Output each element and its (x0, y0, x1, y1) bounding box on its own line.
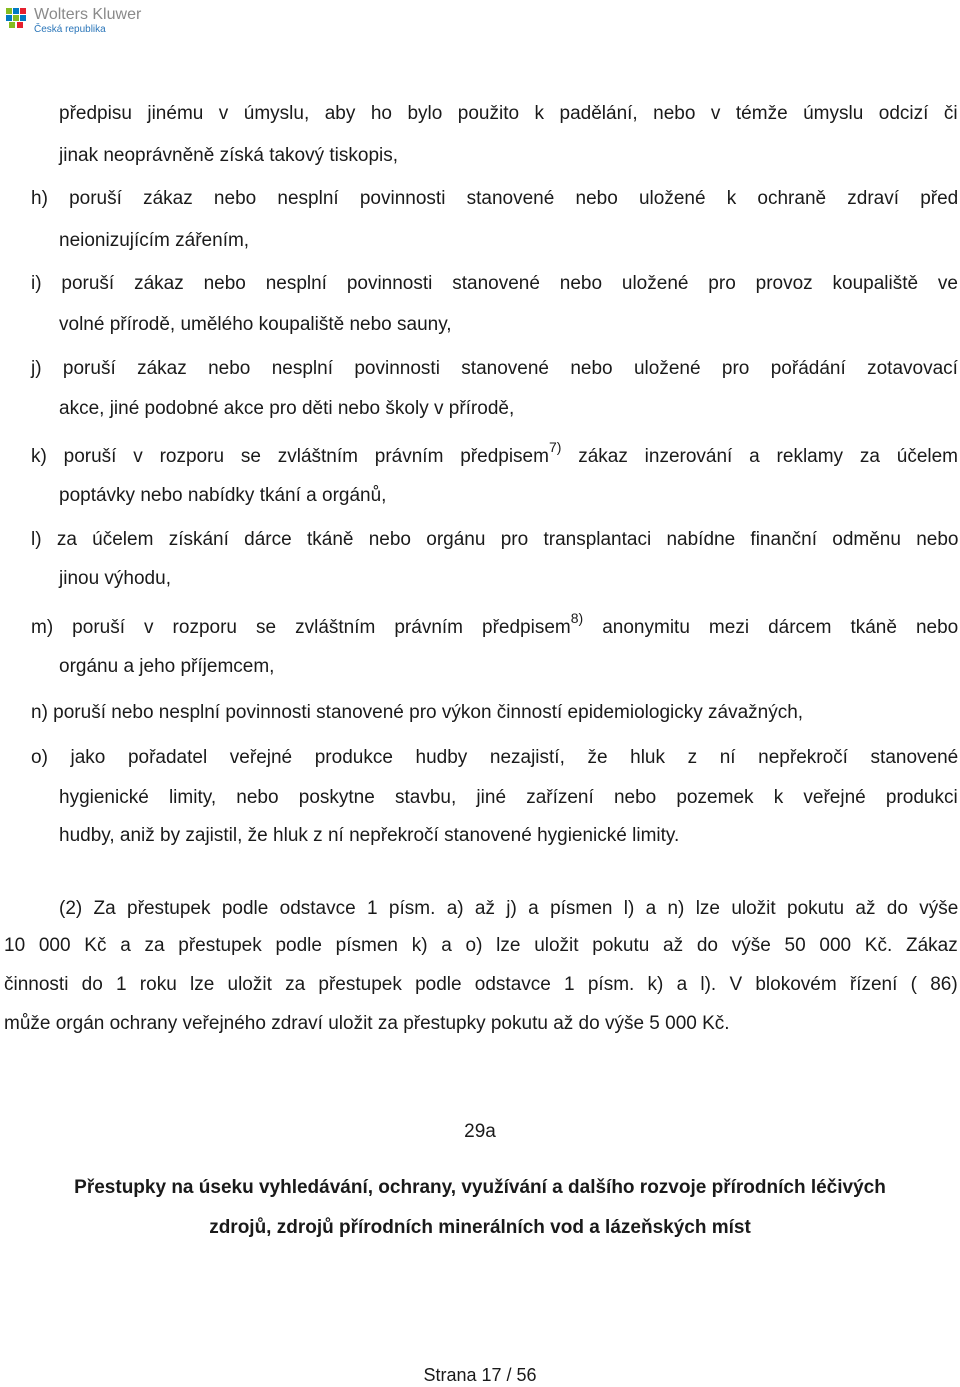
list-item-k (31, 439, 959, 469)
list-item-l: l) za účelem získání dárce tkáně nebo orgánu pro transplantaci nabídne finanční odměnu nebo (31, 529, 959, 550)
text-line: jinou výhodu, (59, 568, 171, 589)
paragraph-2-line: 10 000 Kč a za přestupek podle písmen k) a o) lze uložit pokutu až do výše 50 000 Kč. Zákaz (4, 935, 958, 956)
text-line: hygienické limity, nebo poskytne stavbu, jiné zařízení nebo pozemek k veřejné produkci (59, 787, 958, 808)
paragraph-2-line: může orgán ochrany veřejného zdraví uložit za přestupky pokutu až do výše 5 000 Kč. (4, 1013, 730, 1034)
logo-subbrand: Česká republika (34, 24, 106, 35)
list-item-o: o) jako pořadatel veřejné produkce hudby nezajistí, že hluk z ní nepřekročí stanovené (31, 747, 959, 768)
list-item-j: j) poruší zákaz nebo nesplní povinnosti stanovené nebo uložené pro pořádání zotavovací (31, 358, 958, 379)
list-item-i: i) poruší zákaz nebo nesplní povinnosti stanovené nebo uložené pro provoz koupaliště ve (31, 273, 958, 294)
text-line: volné přírodě, umělého koupaliště nebo sauny, (59, 314, 452, 335)
wolters-kluwer-logo (4, 4, 154, 34)
text-span: m) poruší v rozporu se zvláštním právním předpisem (31, 617, 571, 638)
footnote-ref-7: 7) (548, 439, 562, 455)
page-number: Strana 17 / 56 (423, 1365, 537, 1385)
text-line: předpisu jinému v úmyslu, aby ho bylo použito k padělání, nebo v témže úmyslu odcizí či (59, 103, 958, 124)
logo-brand: Wolters Kluwer (34, 6, 142, 23)
section-title: Přestupky na úseku vyhledávání, ochrany, využívání a dalšího rozvoje přírodních léčivých (74, 1177, 886, 1198)
text-line: orgánu a jeho příjemcem, (59, 656, 275, 677)
list-item-h: h) poruší zákaz nebo nesplní povinnosti stanovené nebo uložené k ochraně zdraví před (31, 188, 959, 209)
text-line: poptávky nebo nabídky tkání a orgánů, (59, 485, 387, 506)
list-item-n: n) poruší nebo nesplní povinnosti stanovené pro výkon činností epidemiologicky závažných, (31, 702, 804, 723)
text-span: anonymitu mezi dárcem tkáně nebo (583, 617, 959, 638)
section-title: zdrojů, zdrojů přírodních minerálních vod a lázeňských míst (209, 1217, 751, 1238)
text-line: akce, jiné podobné akce pro děti nebo školy v přírodě, (59, 398, 515, 419)
text-span: zákaz inzerování a reklamy za účelem (561, 446, 959, 467)
wolters-kluwer-logo-icon (4, 6, 28, 30)
paragraph-2-line: (2) Za přestupek podle odstavce 1 písm. a) až j) a písmen l) a n) lze uložit pokutu až do výše (59, 898, 959, 919)
footnote-ref-8: 8) (570, 610, 584, 626)
section-number: 29a (464, 1121, 496, 1142)
text-line: neionizujícím zářením, (59, 230, 250, 251)
list-item-m (31, 610, 959, 640)
paragraph-2-line: činnosti do 1 roku lze uložit za přestupek podle odstavce 1 písm. k) a l). V blokovém řízení ( 86) (4, 974, 958, 995)
text-line: hudby, aniž by zajistil, že hluk z ní nepřekročí stanovené hygienické limity. (59, 825, 680, 846)
text-line: jinak neoprávněně získá takový tiskopis, (59, 145, 399, 166)
text-span: k) poruší v rozporu se zvláštním právním předpisem (31, 446, 549, 467)
